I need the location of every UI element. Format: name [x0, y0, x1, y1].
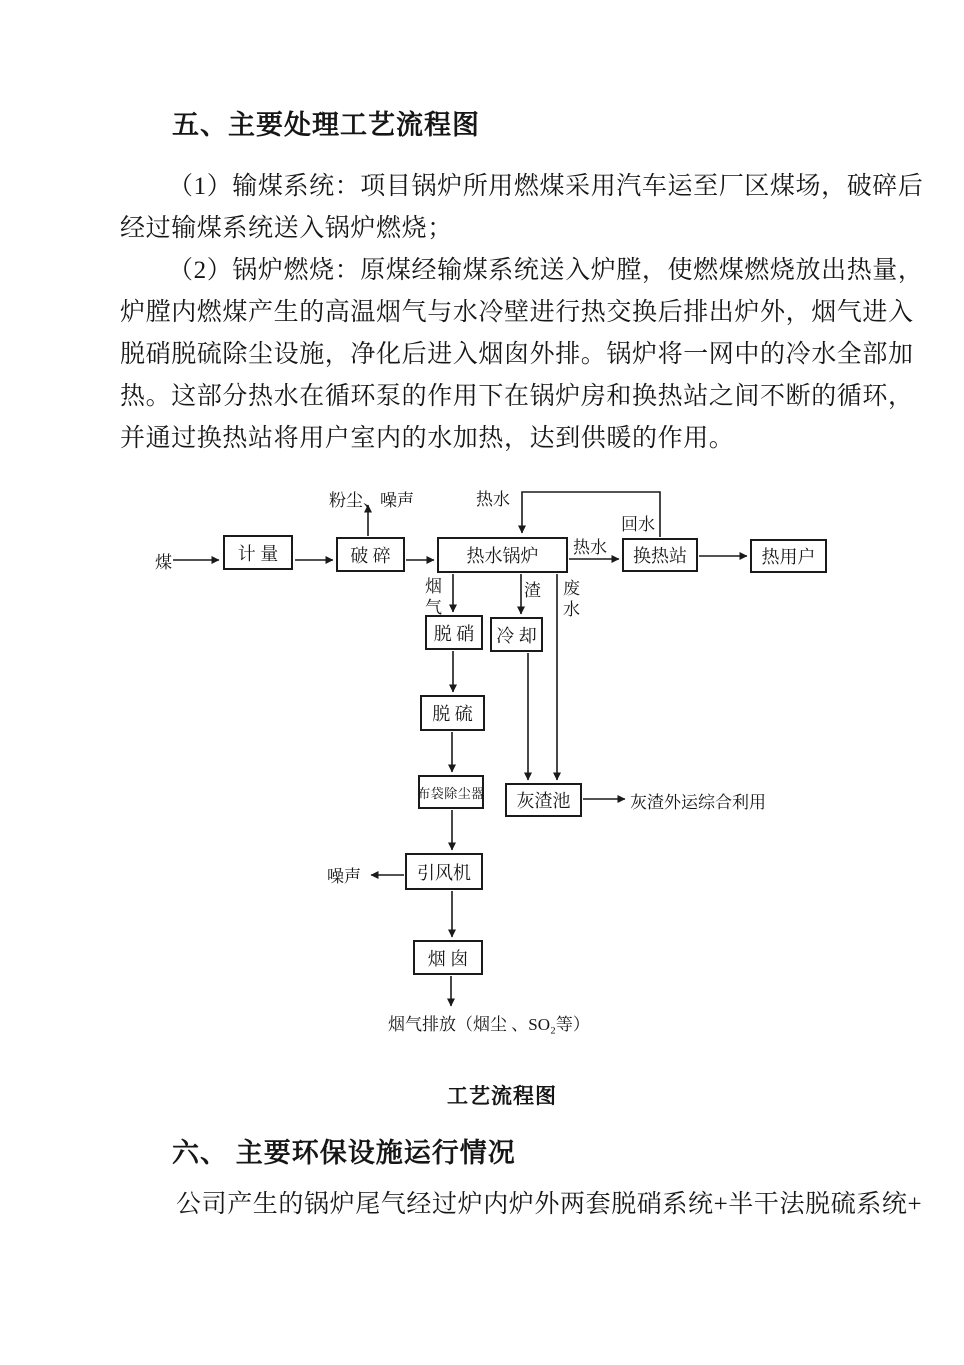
label-ash-transport: 灰渣外运综合利用	[630, 793, 766, 812]
paragraph1-line: （1）输煤系统：项目锅炉所用燃煤采用汽车运至厂区煤场，破碎后	[168, 173, 924, 200]
paragraph2-line: 炉膛内燃煤产生的高温烟气与水冷壁进行热交换后排出炉外，烟气进入	[120, 299, 914, 326]
label-flue-gas: 烟气	[425, 577, 442, 617]
paragraph1-line: 经过输煤系统送入锅炉燃烧；	[120, 215, 453, 242]
paragraph3-line: 公司产生的锅炉尾气经过炉内炉外两套脱硝系统+半干法脱硫系统+	[176, 1191, 923, 1218]
section6-heading: 六、 主要环保设施运行情况	[172, 1138, 516, 1168]
label-coal: 煤	[155, 553, 172, 572]
label-slag: 渣	[524, 581, 541, 600]
label-return-water: 回水	[621, 515, 655, 534]
node-denitration: 脱 硝	[425, 615, 483, 650]
label-hot-water-top: 热水	[476, 490, 510, 509]
paragraph2-line: 并通过换热站将用户室内的水加热，达到供暖的作用。	[120, 425, 735, 452]
node-ash-slag-pool: 灰渣池	[505, 783, 582, 817]
label-waste-water: 废水	[563, 579, 580, 619]
paragraph2-line: 热。这部分热水在循环泵的作用下在锅炉房和换热站之间不断的循环，	[120, 383, 914, 410]
label-emission: 烟气排放（烟尘 、SO₂等）	[388, 1015, 590, 1034]
node-desulfurization: 脱 硫	[420, 695, 485, 731]
paragraph2-line: （2）锅炉燃烧：原煤经输煤系统送入炉膛，使燃煤燃烧放出热量，	[168, 257, 924, 284]
node-chimney: 烟 囱	[413, 940, 483, 975]
node-heat-exchange-station: 换热站	[622, 538, 698, 572]
node-crushing: 破 碎	[336, 537, 405, 572]
label-noise: 噪声	[327, 867, 361, 886]
section5-heading: 五、主要处理工艺流程图	[172, 110, 480, 140]
node-bag-dust-collector: 布袋除尘器	[418, 775, 484, 809]
node-metering: 计 量	[223, 535, 293, 570]
paragraph2-line: 脱硝脱硫除尘设施，净化后进入烟囱外排。锅炉将一网中的冷水全部加	[120, 341, 914, 368]
figure-caption: 工艺流程图	[447, 1084, 557, 1108]
label-dust-noise: 粉尘、噪声	[329, 491, 414, 510]
node-heat-user: 热用户	[750, 539, 827, 573]
node-induced-draft-fan: 引风机	[405, 853, 483, 890]
node-cooling: 冷 却	[490, 617, 543, 652]
node-hot-water-boiler: 热水锅炉	[437, 537, 568, 573]
label-hot-water-mid: 热水	[573, 538, 607, 557]
